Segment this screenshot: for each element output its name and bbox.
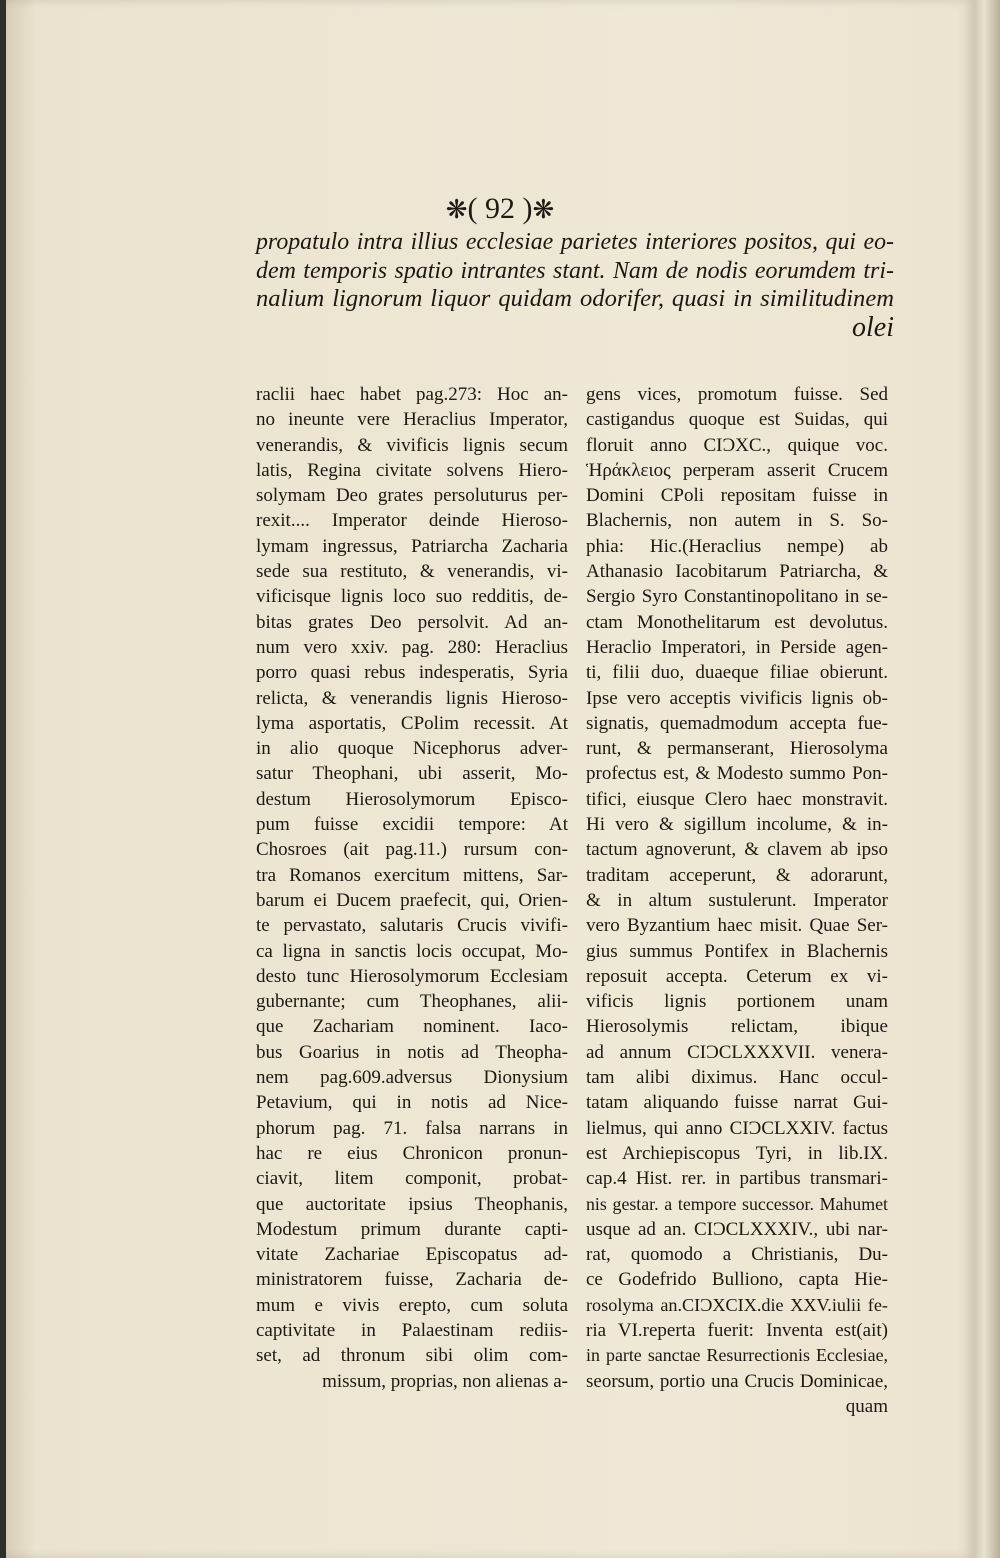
text-line: Domini CPoli repositam fuisse in: [586, 485, 888, 507]
text-line: ce Godefrido Bulliono, capta Hie-: [586, 1269, 888, 1291]
text-line: mum e vivis erepto, cum soluta: [256, 1294, 568, 1316]
text-line: Sergio Syro Constantinopolitano in se-: [586, 586, 888, 608]
text-line: te pervastato, salutaris Crucis vivifi-: [256, 915, 568, 937]
text-line: que Zachariam nominent. Iaco-: [256, 1016, 568, 1038]
ornament-left-icon: ❋: [445, 195, 468, 225]
text-line: num vero xxiv. pag. 280: Heraclius: [256, 636, 568, 658]
running-head: [0, 192, 1000, 226]
right-column: [586, 382, 888, 1419]
text-line: nis gestar. a tempore successor. Mahumet: [586, 1193, 888, 1214]
text-line: usque ad an. CIƆCLXXXIV., ubi nar-: [586, 1218, 888, 1240]
page-edge: [974, 0, 1000, 1558]
text-line: ria VI.reperta fuerit: Inventa est(ait): [586, 1319, 888, 1341]
text-line: traditam acceperunt, & adorarunt,: [586, 864, 888, 886]
text-line: lymam ingressus, Patriarcha Zacharia: [256, 535, 568, 557]
text-line: Modestum primum durante capti-: [256, 1218, 568, 1240]
text-line: rosolyma an.CIƆXCIX.die XXV.iulii fe-: [586, 1294, 888, 1315]
text-line: quam: [845, 1395, 888, 1417]
text-line: set, ad thronum sibi olim com-: [256, 1345, 568, 1367]
text-line: vificis lignis portionem unam: [586, 991, 888, 1013]
text-line: Ἡράκλειος perperam asserit Crucem: [586, 459, 888, 481]
text-line: Hi vero & sigillum incolume, & in-: [586, 814, 888, 836]
text-line: ctam Monothelitarum est devolutus.: [586, 611, 888, 633]
text-line: lyma asportatis, CPolim recessit. At: [256, 712, 568, 734]
text-line: bitas grates Deo persolvit. Ad an-: [256, 611, 568, 633]
text-line: desto tunc Hierosolymorum Ecclesiam: [256, 965, 568, 987]
text-line: vero Byzantium haec misit. Quae Ser-: [586, 915, 888, 937]
text-line: rat, quomodo a Christianis, Du-: [586, 1244, 888, 1266]
text-line: tra Romanos exercitum mittens, Sar-: [256, 864, 568, 886]
text-line: gubernante; cum Theophanes, alii-: [256, 991, 568, 1013]
text-line: porro quasi rebus indesperatis, Syria: [256, 662, 568, 684]
text-line: destum Hierosolymorum Episco-: [256, 788, 568, 810]
text-line: raclii haec habet pag.273: Hoc an-: [256, 384, 568, 405]
text-line: castigandus quoque est Suidas, qui: [586, 409, 888, 431]
text-line: ca ligna in sanctis locis occupat, Mo-: [256, 940, 568, 962]
text-line: phia: Hic.(Heraclius nempe) ab: [586, 535, 888, 557]
text-line: floruit anno CIƆXC., quique voc.: [586, 434, 888, 456]
text-line: sede sua restituto, & venerandis, vi-: [256, 561, 568, 583]
text-line: barum ei Ducem praefecit, qui, Orien-: [256, 889, 568, 911]
text-line: satur Theophani, ubi asserit, Mo-: [256, 763, 568, 785]
text-line: ti, filii duo, duaeque filiae obierunt.: [586, 662, 888, 684]
text-line: cap.4 Hist. rer. in partibus transmari-: [586, 1168, 888, 1190]
text-line: lielmus, qui anno CIƆCLXXIV. factus: [586, 1117, 888, 1139]
page-number: ( 92 ): [467, 192, 533, 225]
text-line: in alio quoque Nicephorus adver-: [256, 738, 568, 760]
text-line: vitate Zachariae Episcopatus ad-: [256, 1244, 568, 1266]
text-line: nem pag.609.adversus Dionysium: [256, 1067, 568, 1089]
text-line: gius summus Pontifex in Blachernis: [586, 940, 888, 962]
text-line: ministratorem fuisse, Zacharia de-: [256, 1269, 568, 1291]
text-line: & in altum sustulerunt. Imperator: [586, 889, 888, 911]
text-line: reposuit accepta. Ceterum ex vi-: [586, 965, 888, 987]
text-line: captivitate in Palaestinam rediis-: [256, 1319, 568, 1341]
text-line: seorsum, portio una Crucis Dominicae,: [586, 1370, 888, 1392]
text-line: runt, & permanserant, Hierosolyma: [586, 738, 888, 760]
text-line: ciavit, litem componit, probat-: [256, 1168, 568, 1190]
text-line: in parte sanctae Resurrectionis Ecclesiae,: [586, 1345, 888, 1366]
quote-line: nalium lignorum liquor quidam odorifer, quasi in similitudinem: [256, 285, 894, 312]
text-line: Chosroes (ait pag.11.) rursum con-: [256, 839, 568, 861]
text-line: tam alibi diximus. Hanc occul-: [586, 1067, 888, 1089]
text-line: latis, Regina civitate solvens Hiero-: [256, 459, 568, 481]
text-line: relicta, & venerandis lignis Hieroso-: [256, 687, 568, 709]
text-line: gens vices, promotum fuisse. Sed: [586, 384, 888, 405]
text-line: est Archiepiscopus Tyri, in lib.IX.: [586, 1142, 888, 1164]
text-line: que auctoritate ipsius Theophanis,: [256, 1193, 568, 1215]
text-line: ad annum CIƆCLXXXVII. venera-: [586, 1041, 888, 1063]
quote-line: olei: [852, 311, 894, 343]
text-line: tactum agnoverunt, & clavem ab ipso: [586, 839, 888, 861]
text-line: Hierosolymis relictam, ibique: [586, 1016, 888, 1038]
ornament-right-icon: ❋: [532, 195, 555, 225]
text-line: vificisque lignis loco suo redditis, de-: [256, 586, 568, 608]
text-line: Athanasio Iacobitarum Patriarcha, &: [586, 561, 888, 583]
text-line: profectus est, & Modesto summo Pon-: [586, 763, 888, 785]
text-line: solymam Deo grates persoluturus per-: [256, 485, 568, 507]
text-line: Petavium, qui in notis ad Nice-: [256, 1092, 568, 1114]
italic-quotation: [256, 228, 894, 342]
left-column: [256, 382, 568, 1394]
text-line: Heraclio Imperatori, in Perside agen-: [586, 636, 888, 658]
text-line: pum fuisse excidii tempore: At: [256, 814, 568, 836]
text-line: hac re eius Chronicon pronun-: [256, 1142, 568, 1164]
text-line: no ineunte vere Heraclius Imperator,: [256, 409, 568, 431]
text-line: venerandis, & vivificis lignis secum: [256, 434, 568, 456]
text-line: missum, proprias, non alienas a-: [322, 1370, 568, 1392]
text-line: signatis, quemadmodum accepta fue-: [586, 712, 888, 734]
text-line: tifici, eiusque Clero haec monstravit.: [586, 788, 888, 810]
text-line: bus Goarius in notis ad Theopha-: [256, 1041, 568, 1063]
text-line: phorum pag. 71. falsa narrans in: [256, 1117, 568, 1139]
text-line: rexit.... Imperator deinde Hieroso-: [256, 510, 568, 532]
quote-line: dem temporis spatio intrantes stant. Nam de nodis eorumdem tri-: [256, 257, 894, 284]
quote-line: propatulo intra illius ecclesiae parietes interiores positos, qui eo-: [256, 229, 894, 255]
text-line: Ipse vero acceptis vivificis lignis ob-: [586, 687, 888, 709]
text-line: tatam aliquando fuisse narrat Gui-: [586, 1092, 888, 1114]
text-line: Blachernis, non autem in S. So-: [586, 510, 888, 532]
